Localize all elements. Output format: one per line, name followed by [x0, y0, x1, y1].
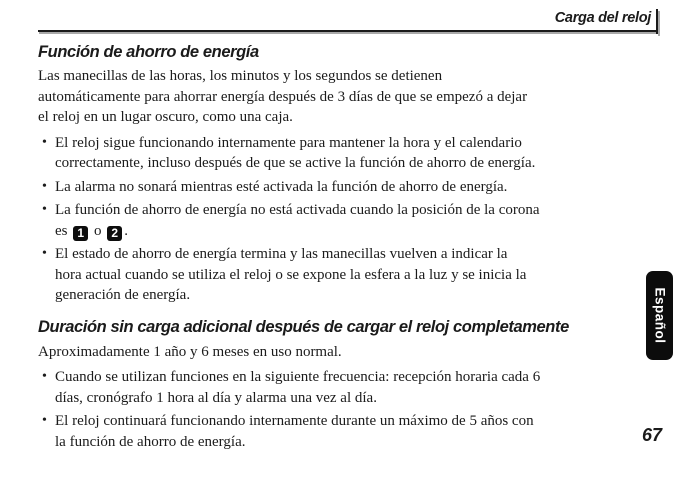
section-heading-energy-saving: Función de ahorro de energía [38, 43, 259, 61]
page-header [38, 0, 658, 29]
crown-text-prefix: es [55, 222, 68, 239]
paragraph-line: hora actual cuando se utiliza el reloj o se expone la esfera a la luz y se inicia la [55, 266, 527, 283]
paragraph-line: Aproximadamente 1 año y 6 meses en uso normal. [38, 343, 342, 360]
page-content [38, 0, 658, 455]
section-heading-duration: Duración sin carga adicional después de cargar el reloj completamente [38, 317, 569, 336]
list-item [38, 411, 658, 452]
paragraph-line: días, cronógrafo 1 hora al día y alarma una vez al día. [55, 389, 377, 406]
list-item [38, 200, 658, 241]
chapter-title: Carga del reloj [554, 10, 651, 26]
list-item [38, 244, 658, 306]
list-item [38, 177, 658, 198]
paragraph-line: El estado de ahorro de energía termina y las manecillas vuelven a indicar la [55, 246, 508, 262]
section1-bullet-list [38, 133, 658, 306]
paragraph-line: correctamente, incluso después de que se active la función de ahorro de energía. [55, 155, 536, 171]
list-item [38, 367, 658, 408]
paragraph-line: el reloj en un lugar oscuro, como una caja. [38, 109, 293, 125]
paragraph-line: automáticamente para ahorrar energía después de 3 días de que se empezó a dejar [38, 88, 528, 105]
bullet-icon: • [42, 369, 47, 384]
paragraph-line: La función de ahorro de energía no está activada cuando la posición de la corona [55, 202, 540, 218]
paragraph-line: generación de energía. [55, 287, 191, 303]
paragraph-line: La alarma no sonará mientras esté activada la función de ahorro de energía. [55, 178, 508, 195]
bullet-icon: • [42, 134, 47, 150]
language-tab-label: Español [652, 287, 668, 344]
bullet-icon: • [42, 178, 47, 194]
crown-text-conjunction: o [94, 222, 102, 239]
crown-position-1-icon: 1 [73, 226, 88, 241]
bullet-icon: • [42, 202, 47, 217]
section2-intro [38, 342, 658, 363]
section1-intro [38, 66, 658, 128]
paragraph-line: la función de ahorro de energía. [55, 433, 246, 450]
bullet-icon: • [42, 413, 47, 428]
paragraph-line: Cuando se utilizan funciones en la siguiente frecuencia: recepción horaria cada 6 [55, 369, 541, 385]
header-rule [38, 30, 658, 32]
bullet-icon: • [42, 246, 47, 261]
list-item [38, 133, 658, 174]
crown-position-2-icon: 2 [107, 226, 122, 241]
header-vertical-bar [656, 9, 658, 34]
crown-text-suffix: . [124, 222, 128, 239]
language-tab [646, 271, 673, 360]
section2-bullet-list [38, 367, 658, 452]
paragraph-line: Las manecillas de las horas, los minutos y los segundos se detienen [38, 68, 443, 84]
paragraph-line-crown-positions [55, 221, 658, 242]
page-number: 67 [642, 425, 663, 445]
paragraph-line: El reloj continuará funcionando internamente durante un máximo de 5 años con [55, 413, 534, 429]
paragraph-line: El reloj sigue funcionando internamente para mantener la hora y el calendario [55, 134, 522, 151]
